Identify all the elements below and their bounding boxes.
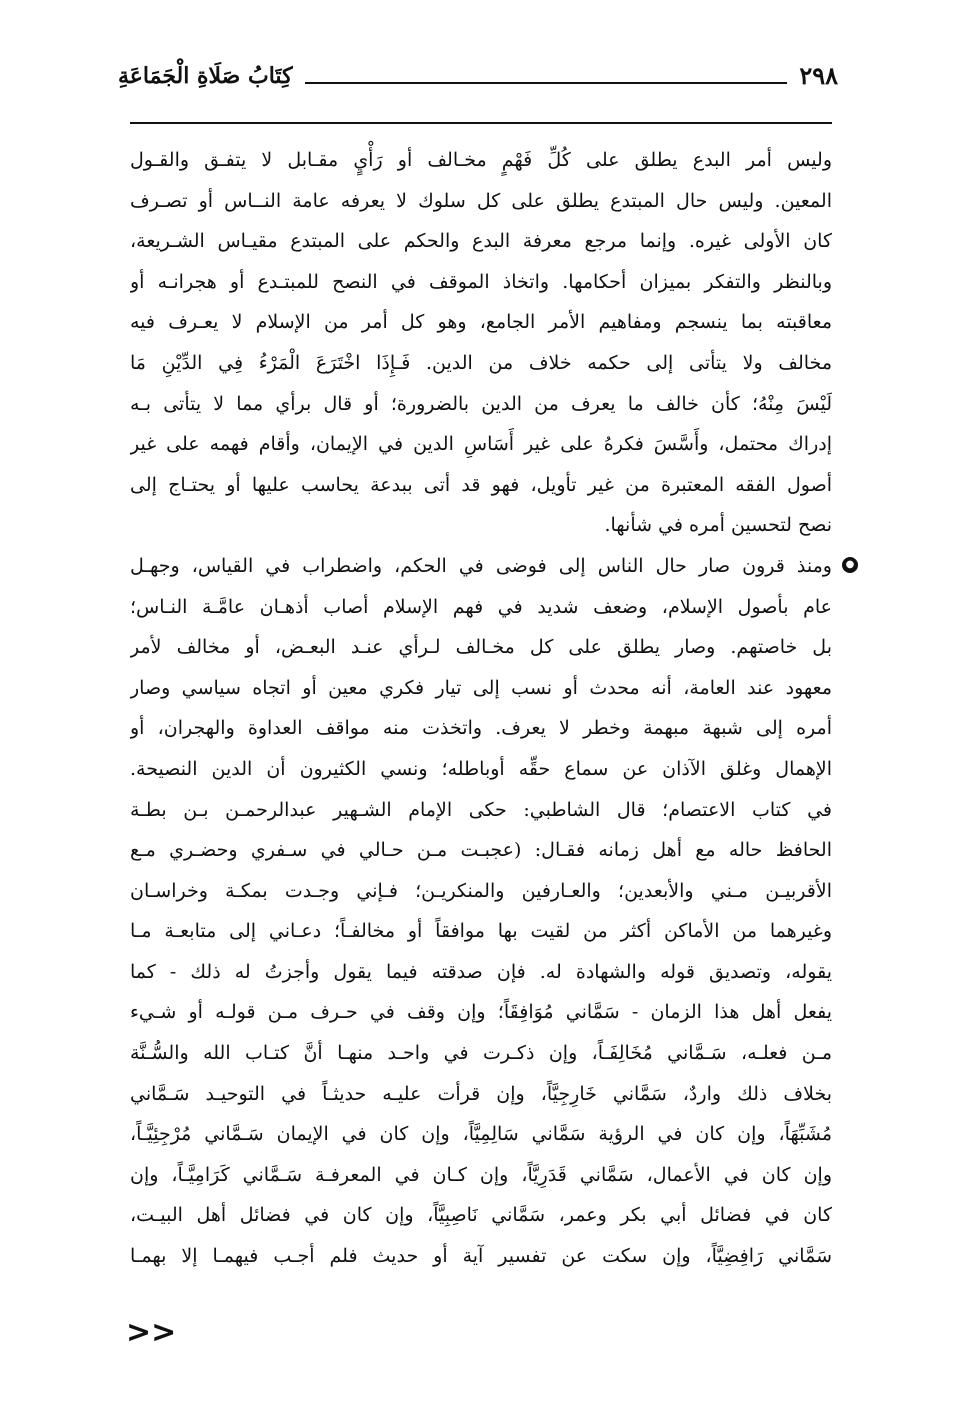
page-number: ٢٩٨ — [799, 61, 838, 90]
page-header — [118, 48, 838, 88]
divider-line — [130, 122, 832, 124]
text-line: عام بأصول الإسلام، وضعف شديد في فهم الإسلام أصاب أذهـان عامَّـة النـاس؛ — [130, 595, 832, 618]
text-line: الإهمال وغلق الآذان عن سماع حقِّه أوباطله؛ ونسي الكثيرون أن الدين النصيحة. — [130, 757, 832, 780]
text-line: المعين. وليس حال المبتدع يطلق على كل سلوك لا يعرفه عامة النــاس أو تصـرف — [130, 189, 832, 212]
text-line: ومنذ قرون صار حال الناس إلى فوضى في الحكم، واضطراب في القياس، وجهـل — [130, 554, 832, 577]
text-line: كان الأولى غيره. وإنما مرجع معرفة البدع والحكم على المبتدع مقيـاس الشـريعة، — [130, 230, 832, 253]
body-text — [130, 140, 855, 1277]
continuation-mark: << — [126, 1315, 177, 1350]
text-line: في كتاب الاعتصام؛ قال الشاطبي: حكى الإمام الشـهير عبدالرحمـن بـن بطـة — [130, 798, 832, 821]
text-line: نصح لتحسين أمره في شأنها. — [604, 514, 832, 537]
text-line: الحافظ حاله مع أهل زمانه فقـال: (عجبـت مـن حـالي في سـفري وحضـري مـع — [130, 839, 832, 862]
text-line: أصول الفقه المعتبرة من غير تأويل، فهو قد أتى ببدعة يحاسب عليها أو يحتـاج إلى — [130, 473, 832, 496]
text-line: بل خاصتهم. وصار يطلق على كل مخـالف لـرأي عنـد البعـض، أو مخالف لأمر — [130, 636, 832, 659]
text-line: معهود عند العامة، أنه محدث أو نسب إلى تيار فكري معين أو اتجاه سياسي وصار — [130, 676, 832, 699]
bullet-paragraph — [130, 546, 855, 587]
text-line: إدراك محتمل، وأَسَّسَ فكرهُ على غير أَسَاسِ الدين في الإيمان، وأقام فهمه على غير — [130, 433, 832, 456]
round-bullet-icon: ● — [842, 557, 858, 573]
text-line: وبالنظر والتفكر بميزان أحكامها. واتخاذ الموقف في النصح للمبتـدع أو هجرانـه أو — [130, 270, 832, 293]
header-rule — [305, 82, 788, 84]
text-line: مخالف ولا يتأتى إلى حكمه خلاف من الدين. فَـإِذَا اخْتَرَعَ الْمَرْءُ فِي الدِّيْنِ مَا — [130, 351, 832, 374]
text-line: مُشَبِّهَاً، وإن كان في الرؤية سَمَّاني سَالِمِيَّاً، وإن كان في الإيمان سَـمَّاني مُرْجِئِيَّـاً، — [130, 1123, 832, 1146]
running-title: كِتَابُ صَلَاةِ الْجَمَاعَةِ — [118, 63, 293, 89]
text-line: كان في فضائل أبي بكر وعمر، سَمَّاني نَاصِبِيَّاً، وإن كان في فضائل أهل البيـت، — [130, 1204, 832, 1227]
text-line: وغيرهما من الأماكن أكثر من لقيت بها موافقاً أو مخالفـاً؛ دعـاني إلى متابعـة مـا — [130, 920, 832, 943]
text-line: وليس أمر البدع يطلق على كُلِّ فَهْمٍ مخـالف أو رَأْيٍ مقـابل لا يتفـق والقـول — [130, 149, 832, 171]
text-line: يقوله، وتصديق قوله والشهادة له. فإن صدقته فيما يقول وأجزتُ له ذلك - كما — [130, 960, 832, 983]
text-line: لَيْسَ مِنْهُ؛ كأن خالف ما يعرف من الدين بالضرورة؛ أو قال برأي مما لا يتأتى بـه — [130, 392, 832, 415]
text-line: يفعل أهل هذا الزمان - سَمَّاني مُوَافِقَاً؛ وإن وقف في حـرف مـن قولـه أو شـيء — [130, 1001, 832, 1024]
text-line: سَمَّاني رَافِضِيَّاً، وإن سكت عن تفسير آية أو حديث فلم أجـب فيهمـا إلا بهمـا — [130, 1245, 832, 1268]
text-line: أمره إلى شبهة مبهمة وخطر لا يعرف. واتخذت منه مواقف العداوة والهجران، أو — [130, 717, 832, 740]
text-line: وإن كان في الأعمال، سَمَّاني قَدَرِيَّاً، وإن كـان في المعرفـة سَـمَّاني كَرَامِيَّـاً، وإن — [130, 1163, 832, 1186]
text-line: مـن فعلـه، سَـمَّاني مُخَالِفَـاً، وإن ذكـرت في واحـد منهـا أنَّ كتـاب الله والسُّـنَّة — [130, 1042, 832, 1065]
text-line: بخلاف ذلك واردٌ، سَمَّاني خَارِجِيَّاً، وإن قرأت عليـه حديثـاً في التوحيـد سَـمَّاني — [130, 1082, 832, 1105]
text-line: الأقربيـن مـني والأبعدين؛ والعـارفين والمنكريـن؛ فـإني وجـدت بمكـة وخراسـان — [130, 879, 832, 902]
text-line: معاقبته بما ينسجم ومفاهيم الأمر الجامع، وهو كل أمر من الإسلام لا يعـرف فيه — [130, 311, 832, 334]
